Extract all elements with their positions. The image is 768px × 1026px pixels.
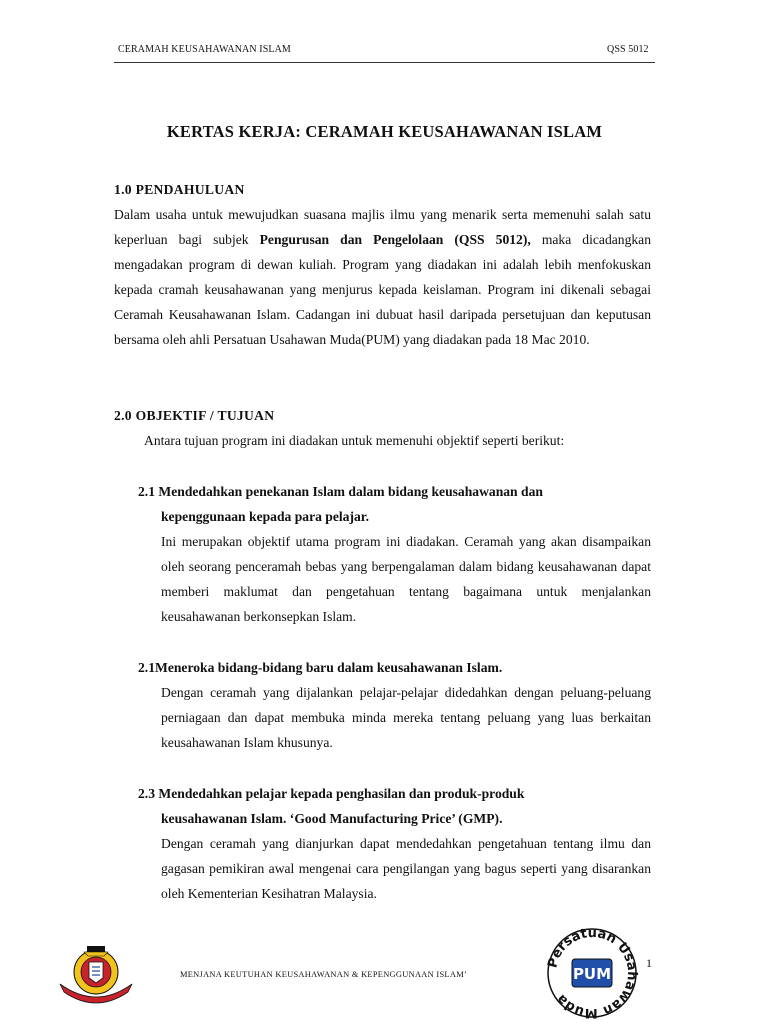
page-number: 1 [646,956,652,970]
objectives-intro: Antara tujuan program ini diadakan untuk memenuhi objektif seperti berikut: [144,433,565,448]
section-heading-objectives: 2.0 OBJEKTIF / TUJUAN [114,408,275,423]
objective-3-title: 2.3 Mendedahkan pelajar kepada penghasilan dan produk-produk [138,786,525,801]
university-crest-icon [56,940,136,1008]
section-heading-intro: 1.0 PENDAHULUAN [114,182,245,197]
intro-paragraph: Dalam usaha untuk mewujudkan suasana majlis ilmu yang menarik serta memenuhi salah satu keperluan bagi subjek Pengurusan dan Pengelolaan (QSS 5012), maka dicadangkan mengadakan program di dewan kuliah. Program yang diadakan ini adalah lebih menfokuskan kepada cramah keusahawanan yang menjurus kepada keislaman. Program ini dikenali sebagai Ceramah Keusahawanan Islam. Cadangan ini dubuat hasil daripada persetujuan dan keputusan bersama oleh ahli Persatuan Usahawan Muda(PUM) yang diadakan pada 18 Mac 2010. [114,207,651,347]
pum-society-logo-icon [544,925,640,1021]
objective-1-title: 2.1 Mendedahkan penekanan Islam dalam bidang keusahawanan dan [138,484,543,499]
document-title: KERTAS KERJA: CERAMAH KEUSAHAWANAN ISLAM [166,122,603,141]
objective-3-title-cont: keusahawanan Islam. ‘Good Manufacturing Price’ (GMP). [161,811,503,826]
objective-2-title: 2.1Meneroka bidang-bidang baru dalam keusahawanan Islam. [138,660,503,675]
objective-2-body: Dengan ceramah yang dijalankan pelajar-pelajar didedahkan dengan peluang-peluang perniagaan dan dapat membuka minda mereka tentang peluang yang luas berkaitan keusahawanan Islam khusunya. [161,685,651,750]
header-left: CERAMAH KEUSAHAWANAN ISLAM [118,44,291,55]
footer-text: MENJANA KEUTUHAN KEUSAHAWANAN & KEPENGGUNAAN ISLAM’ [180,970,468,979]
objective-1-title-cont: kepenggunaan kepada para pelajar. [161,509,369,524]
pum-ring-text: Persatuan Usahawan Muda [545,925,640,1021]
header-right: QSS 5012 [607,44,649,55]
objective-1-body: Ini merupakan objektif utama program ini diadakan. Ceramah yang akan disampaikan oleh seorang penceramah bebas yang berpengalaman dalam bidang keusahawanan dapat memberi maklumat dan pengetahuan tentang bagaimana untuk menjalankan keusahawanan berkonsepkan Islam. [161,534,651,624]
header-divider [114,62,655,63]
pum-center-text: PUM [572,965,612,983]
objective-3-body: Dengan ceramah yang dianjurkan dapat mendedahkan pengetahuan tentang ilmu dan gagasan pemikiran awal mengenai cara pengilangan yang bagus seperti yang disarankan oleh Kementerian Kesihatran Malaysia. [161,836,651,901]
